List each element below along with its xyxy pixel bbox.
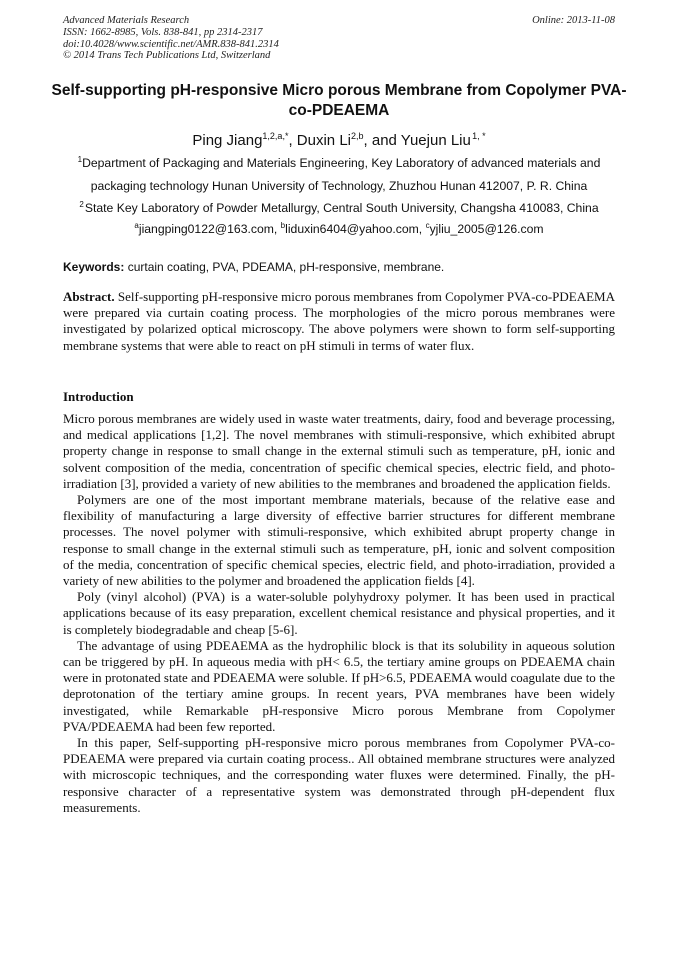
paragraph: Poly (vinyl alcohol) (PVA) is a water-soluble polyhydroxy polymer. It has been used in practical applications because of its easy preparation, excellent chemical resistance and physical properties, and it is completely biodegradable and cheap [5-6]. [63,589,615,637]
paragraph: In this paper, Self-supporting pH-responsive micro porous membranes from Copolymer PVA-co-PDEAEMA were prepared via curtain coating process.. All obtained membrane structures were analyzed with microscopic techniques, and the corresponding water fluxes were determined. Finally, the pH-responsive character of a representative system was demonstrated through pH-dependent flux measurements. [63,735,615,815]
introduction-body [63,411,615,816]
author-name: Yuejun Liu [400,132,471,149]
author-name: Duxin Li [296,132,351,149]
doi-line: doi:10.4028/www.scientific.net/AMR.838-841.2314 [63,38,279,50]
keywords [63,259,615,275]
affiliation-1 [0,155,678,171]
email-list [0,221,678,237]
email-address[interactable]: liduxin6404@yahoo.com [285,222,419,236]
journal-name: Advanced Materials Research [63,15,190,26]
online-date: Online: 2013-11-08 [532,15,615,26]
issn-line: ISSN: 1662-8985, Vols. 838-841, pp 2314-2317 [63,26,263,38]
author-separator: , and [363,132,401,149]
paper-title: Self-supporting pH-responsive Micro porous Membrane from Copolymer PVA-co-PDEAEMA [51,82,627,119]
keywords-label: Keywords: [63,260,125,274]
affiliation-text: Department of Packaging and Materials Engineering, Key Laboratory of advanced materials and [82,156,601,170]
author-name: Ping Jiang [192,132,263,149]
email-marker: b [280,221,286,230]
author-separator: , [288,132,297,149]
author-superscript: 2,b [351,131,364,141]
email-marker: c [425,221,430,230]
affiliation-2 [0,200,678,216]
email-separator: , [418,222,426,236]
email-address[interactable]: jiangping0122@163.com [138,222,274,236]
abstract-label: Abstract. [63,289,115,304]
author-list [0,131,678,151]
author-superscript: 1, * [472,131,486,141]
journal-header [63,15,615,62]
paragraph: Micro porous membranes are widely used in waste water treatments, dairy, food and beverage processing, and medical applications [1,2]. The novel membranes with stimuli-responsive, which exhibited abrupt property change in response to small change in the external stimuli such as temperature, pH, ionic and solvent composition of the media, concentration of specific chemical species, electric field, and photo-irradiation [3], provided a variety of new abilities to the membranes and broadened the application fields. [63,411,615,491]
affiliation-1-continued: packaging technology Hunan University of Technology, Zhuzhou Hunan 412007, P. R. China [90,179,588,193]
author-superscript: 1,2,a,* [262,131,289,141]
section-heading-introduction: Introduction [63,389,134,404]
abstract [63,289,615,354]
copyright-line: © 2014 Trans Tech Publications Ltd, Switzerland [63,50,271,62]
affiliation-marker: 2 [79,200,84,209]
paragraph: Polymers are one of the most important membrane materials, because of the relative ease and flexibility of manufacturing a large diversity of effective barrier structures for different membrane processes. The novel polymer with stimuli-responsive, which exhibited abrupt property change in response to small change in the external stimuli such as temperature, pH, ionic and solvent composition of the media, concentration of specific chemical species, electric field, and photo-irradiation, provided a variety of new abilities to the polymer and broadened the application fields [4]. [63,492,615,589]
keywords-text: curtain coating, PVA, PDEAMA, pH-responsive, membrane. [124,260,445,274]
abstract-text: Self-supporting pH-responsive micro porous membranes from Copolymer PVA-co-PDEAEMA were prepared via curtain coating process. The morphologies of the micro porous membranes were investigated by polarized optical microscopy. The above polymers were shown to form self-supporting membrane systems that were able to react on pH stimuli in terms of water flux. [63,289,615,353]
affiliation-marker: 1 [77,155,83,164]
email-separator: , [273,222,281,236]
email-address[interactable]: yjliu_2005@126.com [429,222,544,236]
email-marker: a [134,221,139,230]
affiliation-text: State Key Laboratory of Powder Metallurgy, Central South University, Changsha 410083, China [84,201,599,215]
paragraph: The advantage of using PDEAEMA as the hydrophilic block is that its solubility in aqueous solution can be triggered by pH. In aqueous media with pH< 6.5, the tertiary amine groups on PDEAEMA chain were in protonated state and PDEAEMA were soluble. If pH>6.5, PDEAEMA would coagulate due to the deprotonation of the tertiary amine groups. In recent years, PVA membranes have been widely investigated, while Remarkable pH-responsive Micro porous Membrane from Copolymer PVA/PDEAEMA had been few reported. [63,637,615,734]
